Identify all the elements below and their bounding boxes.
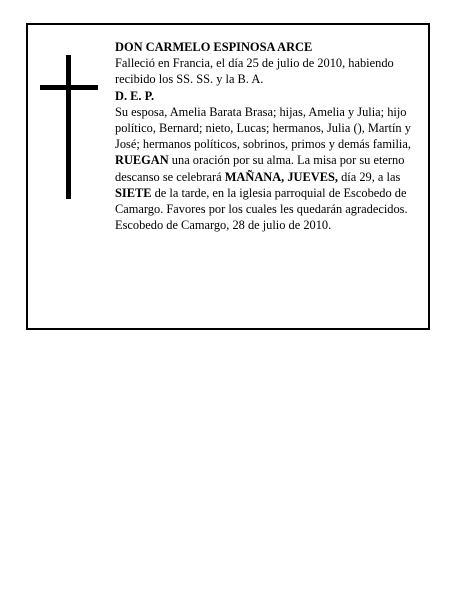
rest-in-peace: D. E. P. — [115, 88, 155, 103]
obituary-notice — [26, 23, 430, 330]
cross-icon — [40, 55, 96, 199]
place-and-date: Escobedo de Camargo, 28 de julio de 2010. — [115, 218, 332, 233]
mass-hour: SIETE — [115, 185, 152, 200]
ruegan-text: RUEGAN — [115, 153, 169, 168]
family-list: Su esposa, Amelia Barata Brasa; hijas, Amelia y Julia; hijo político, Bernard; nieto, Lucas; hermanos, Julia (), Martín y José; hermanos políticos, sobrinos, primos y demás familia, — [115, 104, 411, 152]
deceased-name: DON CARMELO ESPINOSA ARCE — [115, 40, 313, 54]
request-text-3: de la tarde, en la iglesia parroquial de Escobedo de Camargo. Favores por los cuales les quedarán agradecidos. — [115, 185, 408, 217]
request-text-2: día 29, a las — [337, 169, 401, 184]
cross-vertical-bar — [66, 55, 71, 199]
death-announcement: Falleció en Francia, el día 25 de julio de 2010, habiendo recibido los SS. SS. y la B. A. — [115, 56, 394, 87]
cross-horizontal-bar — [40, 85, 98, 90]
request-text-1: una oración por su alma. La misa por su eterno descanso se celebrará — [115, 153, 405, 184]
notice-body — [115, 39, 427, 233]
mass-request — [115, 152, 427, 217]
mass-day: MAÑANA, JUEVES, — [224, 169, 338, 184]
